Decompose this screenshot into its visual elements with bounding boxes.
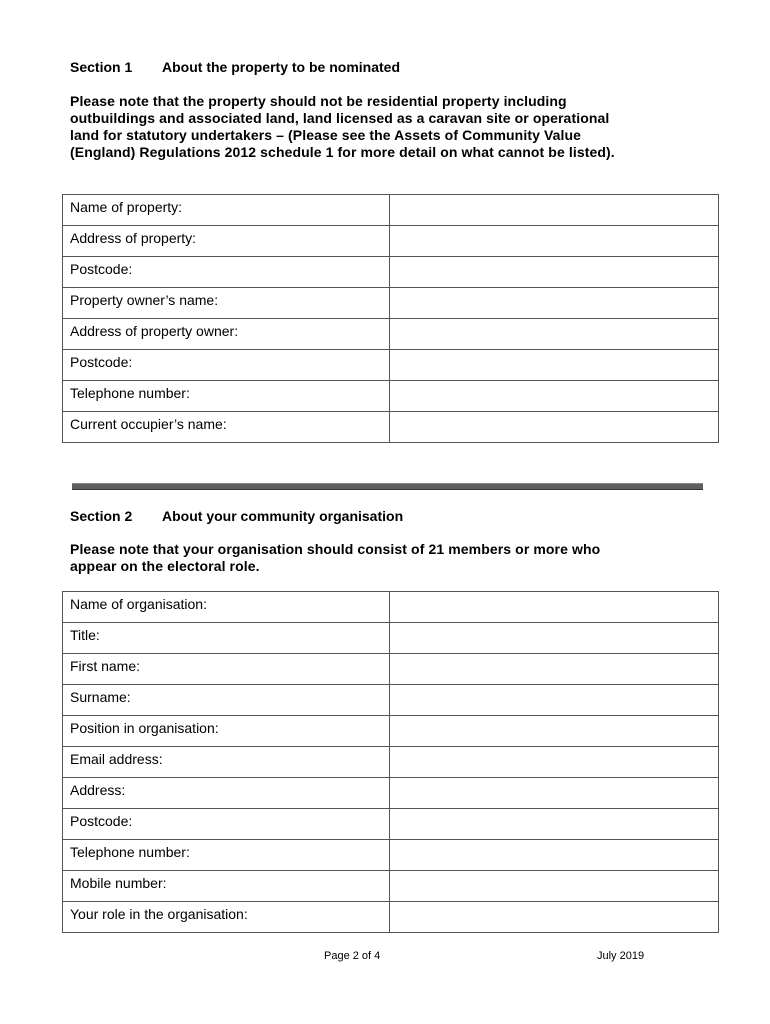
field-label: Address:: [63, 778, 390, 809]
property-postcode-field[interactable]: [390, 257, 719, 288]
field-label: Property owner’s name:: [63, 288, 390, 319]
section-1-note-line: (England) Regulations 2012 schedule 1 for more detail on what cannot be listed).: [70, 144, 615, 160]
table-row: [63, 350, 719, 381]
field-label: Mobile number:: [63, 871, 390, 902]
section-1-note-line: Please note that the property should not be residential property including: [70, 93, 567, 109]
field-label: Position in organisation:: [63, 716, 390, 747]
table-row: [63, 226, 719, 257]
table-row: [63, 716, 719, 747]
owner-postcode-field[interactable]: [390, 350, 719, 381]
surname-field[interactable]: [390, 685, 719, 716]
field-label: Telephone number:: [63, 840, 390, 871]
field-label: Surname:: [63, 685, 390, 716]
table-row: [63, 654, 719, 685]
address-field[interactable]: [390, 778, 719, 809]
section-2-number: Section 2: [70, 508, 133, 524]
telephone-field[interactable]: [390, 840, 719, 871]
position-field[interactable]: [390, 716, 719, 747]
table-row: [63, 747, 719, 778]
section-2-heading: [70, 508, 403, 524]
owner-name-field[interactable]: [390, 288, 719, 319]
field-label: Postcode:: [63, 809, 390, 840]
organisation-details-table: [62, 591, 719, 933]
table-row: [63, 840, 719, 871]
section-1-note-line: outbuildings and associated land, land licensed as a caravan site or operational: [70, 110, 610, 126]
name-of-property-field[interactable]: [390, 195, 719, 226]
field-label: Telephone number:: [63, 381, 390, 412]
table-row: [63, 809, 719, 840]
title-field[interactable]: [390, 623, 719, 654]
table-row: [63, 288, 719, 319]
field-label: Email address:: [63, 747, 390, 778]
table-row: [63, 412, 719, 443]
field-label: Name of property:: [63, 195, 390, 226]
field-label: Name of organisation:: [63, 592, 390, 623]
property-details-table: [62, 194, 719, 443]
section-2-note-line: appear on the electoral role.: [70, 558, 260, 574]
table-row: [63, 623, 719, 654]
section-2-title: About your community organisation: [162, 508, 404, 524]
field-label: Your role in the organisation:: [63, 902, 390, 933]
role-field[interactable]: [390, 902, 719, 933]
section-2-note-line: Please note that your organisation should consist of 21 members or more who: [70, 541, 601, 557]
table-row: [63, 257, 719, 288]
section-1-note-line: land for statutory undertakers – (Please see the Assets of Community Value: [70, 127, 582, 143]
section-divider: [72, 483, 703, 490]
table-row: [63, 778, 719, 809]
field-label: Postcode:: [63, 257, 390, 288]
section-1-title: About the property to be nominated: [162, 59, 400, 75]
field-label: Address of property:: [63, 226, 390, 257]
address-of-property-field[interactable]: [390, 226, 719, 257]
current-occupier-field[interactable]: [390, 412, 719, 443]
section-2-note: [70, 541, 690, 575]
first-name-field[interactable]: [390, 654, 719, 685]
owner-address-field[interactable]: [390, 319, 719, 350]
table-row: [63, 381, 719, 412]
owner-telephone-field[interactable]: [390, 381, 719, 412]
table-row: [63, 195, 719, 226]
table-row: [63, 592, 719, 623]
section-1-number: Section 1: [70, 59, 133, 75]
postcode-field[interactable]: [390, 809, 719, 840]
field-label: First name:: [63, 654, 390, 685]
email-field[interactable]: [390, 747, 719, 778]
field-label: Title:: [63, 623, 390, 654]
section-1-note: [70, 93, 690, 161]
table-row: [63, 319, 719, 350]
footer-date: July 2019: [597, 950, 645, 962]
mobile-field[interactable]: [390, 871, 719, 902]
section-1-heading: [70, 59, 400, 75]
table-row: [63, 902, 719, 933]
table-row: [63, 685, 719, 716]
field-label: Postcode:: [63, 350, 390, 381]
field-label: Current occupier’s name:: [63, 412, 390, 443]
page-number: Page 2 of 4: [324, 950, 381, 962]
organisation-name-field[interactable]: [390, 592, 719, 623]
table-row: [63, 871, 719, 902]
field-label: Address of property owner:: [63, 319, 390, 350]
